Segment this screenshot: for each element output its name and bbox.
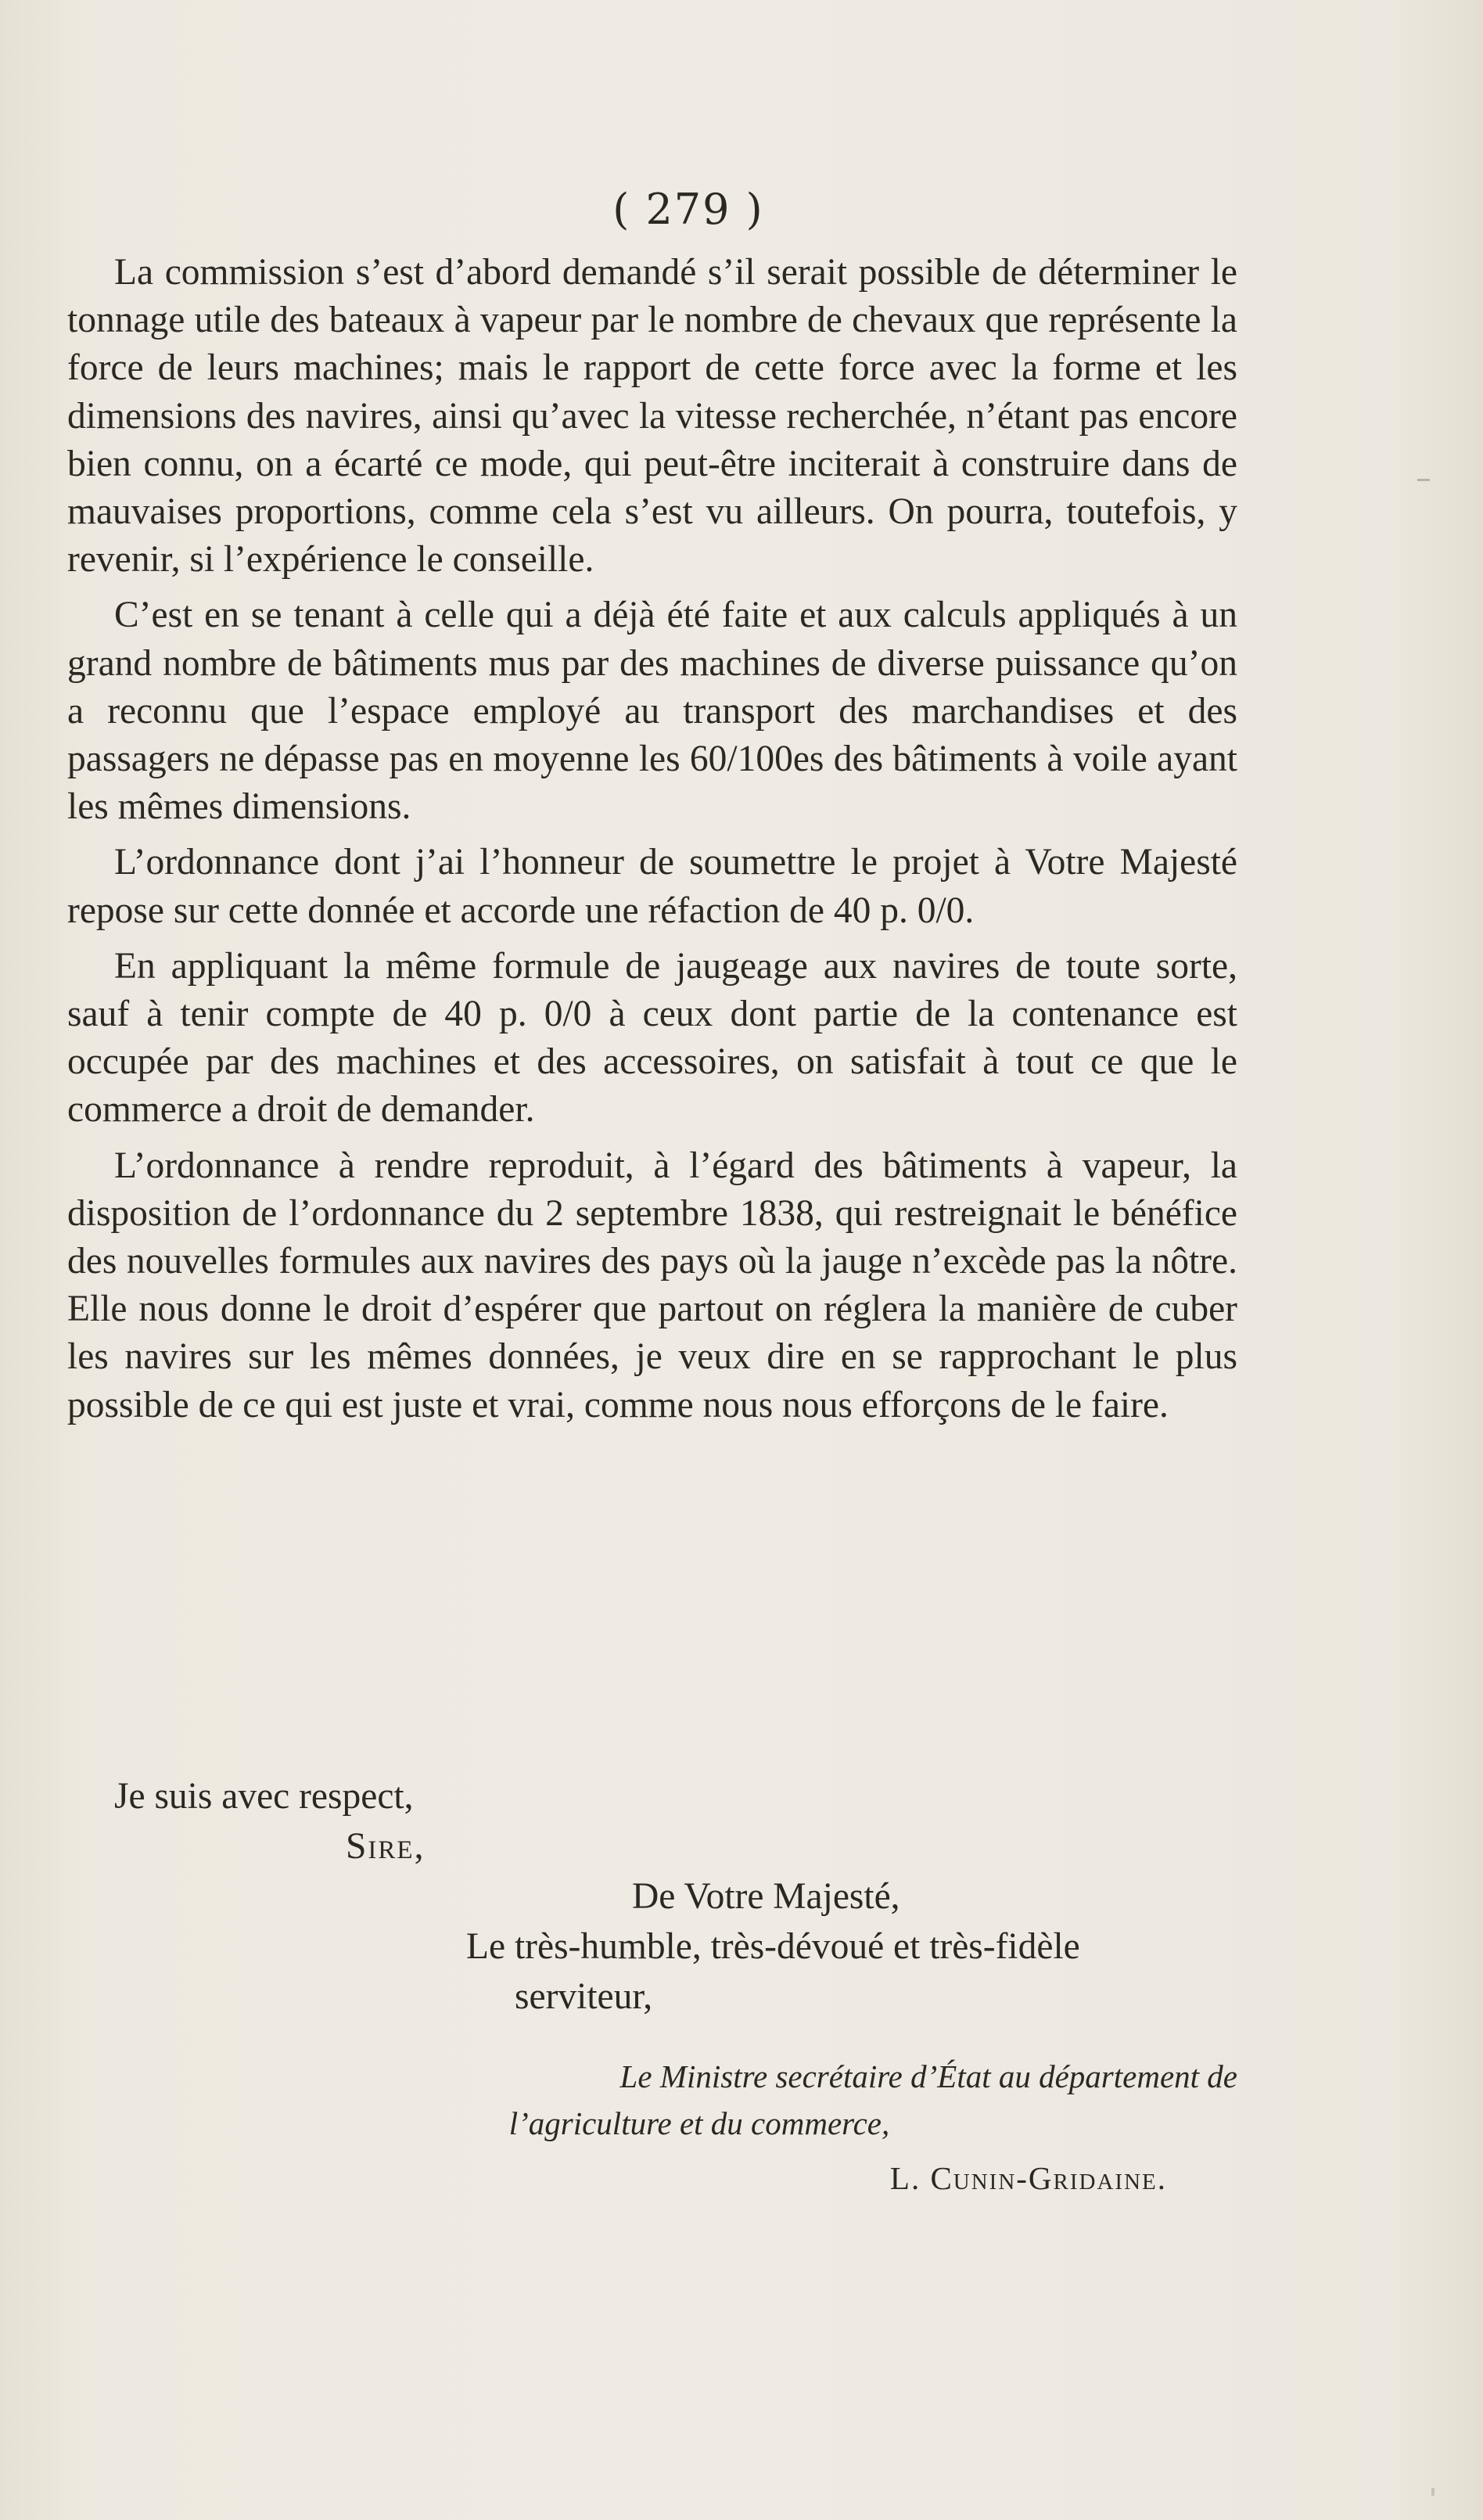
signer-name: L. Cunin-Gridaine. <box>889 2160 1167 2196</box>
paragraph-ordonnance-projet: L’ordonnance dont j’ai l’honneur de soumettre le projet à Votre Majesté repose sur cette donnée et accorde une réfaction de 40 p. 0/0. <box>67 842 1237 931</box>
closing-majeste: De Votre Majesté, <box>632 1876 900 1917</box>
closing-humble: Le très-humble, très-dévoué et très-fidèle <box>466 1926 1080 1967</box>
closing-serviteur: serviteur, <box>515 1976 653 2017</box>
paragraph-formule: En appliquant la même formule de jaugeage aux navires de toute sorte, sauf à tenir compte de 40 p. 0/0 à ceux dont partie de la contenance est occupée par des machines et des accessoires, on satisfait à tout ce que le commerce a droit de demander. <box>67 945 1237 1131</box>
body-text <box>67 249 1237 1437</box>
closing-respect: Je suis avec respect, <box>114 1776 414 1817</box>
page-number: ( 279 ) <box>612 185 764 234</box>
minister-title-line2: l’agriculture et du commerce, <box>508 2105 890 2141</box>
closing-formula <box>67 1771 1237 2022</box>
paragraph-commission: La commission s’est d’abord demandé s’il serait possible de déterminer le tonnage utile des bateaux à vapeur par le nombre de chevaux que représente la force de leurs machines; mais le rapport de cette force avec la forme et les dimensions des navires, ainsi qu’avec la vitesse recherchée, n’étant pas encore bien connu, on a écarté ce mode, qui peut-être inciterait à construire dans de mauvaises proportions, comme cela s’est vu ailleurs. On pourra, toutefois, y revenir, si l’expérience le conseille. <box>67 252 1237 581</box>
margin-mark <box>1417 479 1430 481</box>
margin-speck <box>1431 2488 1435 2496</box>
paragraph-ordonnance-rendre: L’ordonnance à rendre reproduit, à l’égard des bâtiments à vapeur, la disposition de l’ordonnance du 2 septembre 1838, qui restreignait le bénéfice des nouvelles formules aux navires des pays où la jauge n’excède pas la nôtre. Elle nous donne le droit d’espérer que partout on réglera la manière de cuber les navires sur les mêmes données, je veux dire en se rapprochant le plus possible de ce qui est juste et vrai, comme nous nous efforçons de le faire. <box>67 1145 1237 1425</box>
minister-title <box>67 2053 1237 2147</box>
minister-title-line1: Le Ministre secrétaire d’État au département de <box>619 2058 1237 2094</box>
paragraph-calculs: C’est en se tenant à celle qui a déjà été faite et aux calculs appliqués à un grand nombre de bâtiments mus par des machines de diverse puissance qu’on a reconnu que l’espace employé au transport des marchandises et des passagers ne dépasse pas en moyenne les 60/100es des bâtiments à voile ayant les mêmes dimensions. <box>67 595 1237 828</box>
closing-sire: Sire, <box>346 1826 426 1867</box>
